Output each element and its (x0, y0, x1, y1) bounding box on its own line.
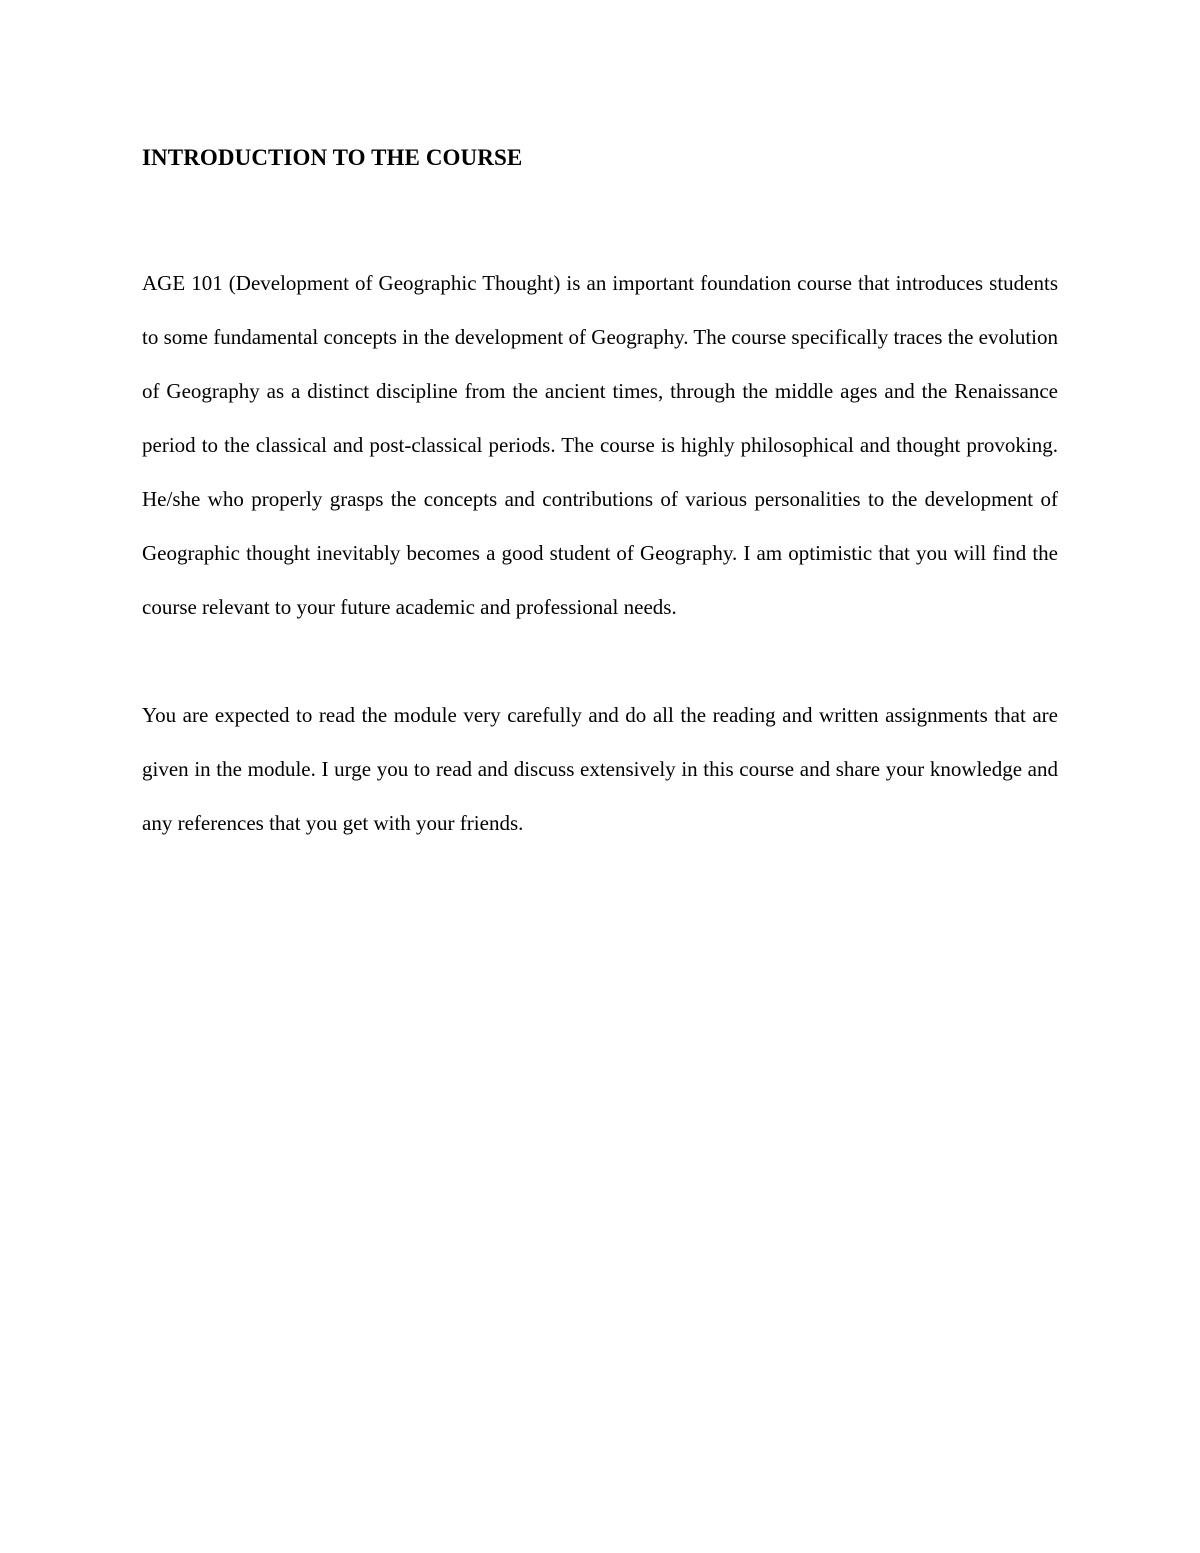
page-content (142, 142, 1058, 850)
expectations-paragraph: You are expected to read the module very carefully and do all the reading and written assignments that are given in the module. I urge you to read and discuss extensively in this course and share your knowledge and any references that you get with your friends. (142, 703, 1058, 835)
section-heading: INTRODUCTION TO THE COURSE (142, 145, 523, 170)
intro-paragraph: AGE 101 (Development of Geographic Thought) is an important foundation course that introduces students to some fundamental concepts in the development of Geography. The course specifically traces the evolution of Geography as a distinct discipline from the ancient times, through the middle ages and the Renaissance period to the classical and post-classical periods. The course is highly philosophical and thought provoking. He/she who properly grasps the concepts and contributions of various personalities to the development of Geographic thought inevitably becomes a good student of Geography. I am optimistic that you will find the course relevant to your future academic and professional needs. (142, 271, 1058, 619)
